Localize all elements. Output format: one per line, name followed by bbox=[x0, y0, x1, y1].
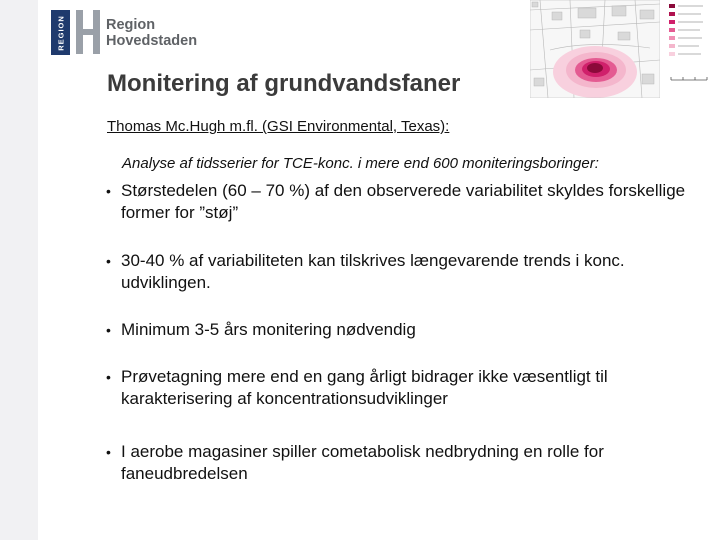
logo-vertical-text: REGION bbox=[56, 14, 65, 51]
analysis-intro: Analyse af tidsserier for TCE-konc. i mere end 600 moniteringsboringer: bbox=[122, 155, 599, 172]
slide-subtitle: Thomas Mc.Hugh m.fl. (GSI Environmental, Texas): bbox=[107, 118, 450, 135]
bullet-item bbox=[104, 319, 704, 341]
bullet-item bbox=[104, 366, 704, 410]
bullet-text: I aerobe magasiner spiller cometabolisk nedbrydning en rolle for faneudbredelsen bbox=[121, 442, 604, 483]
logo-line-hovedstaden: Hovedstaden bbox=[106, 33, 198, 49]
bullet-dot-icon: • bbox=[106, 253, 111, 269]
bullet-dot-icon: • bbox=[106, 183, 111, 199]
bullet-dot-icon: • bbox=[106, 369, 111, 385]
map-legend-image bbox=[667, 0, 713, 96]
bullet-dot-icon: • bbox=[106, 322, 111, 338]
logo-wordmark bbox=[106, 17, 197, 49]
plume-map-image bbox=[530, 0, 660, 98]
bullet-text: 30-40 % af variabiliteten kan tilskrives længevarende trends i konc. udviklingen. bbox=[121, 251, 625, 292]
bullet-item bbox=[104, 441, 704, 485]
slide-title: Monitering af grundvandsfaner bbox=[107, 70, 461, 97]
bullet-item bbox=[104, 180, 704, 224]
region-logo-box bbox=[51, 10, 70, 55]
bullet-dot-icon: • bbox=[106, 444, 111, 460]
bullet-text: Størstedelen (60 – 70 %) af den observerede variabilitet skyldes forskellige former for ”støj” bbox=[121, 181, 686, 222]
left-side-band bbox=[0, 0, 38, 540]
region-h-logo-icon bbox=[73, 8, 103, 56]
bullet-text: Prøvetagning mere end en gang årligt bidrager ikke væsentligt til karakterisering af koncentrationsudviklinger bbox=[121, 367, 608, 408]
logo-line-region: Region bbox=[106, 17, 156, 33]
bullet-text: Minimum 3-5 års monitering nødvendig bbox=[121, 320, 416, 339]
bullet-item bbox=[104, 250, 704, 294]
